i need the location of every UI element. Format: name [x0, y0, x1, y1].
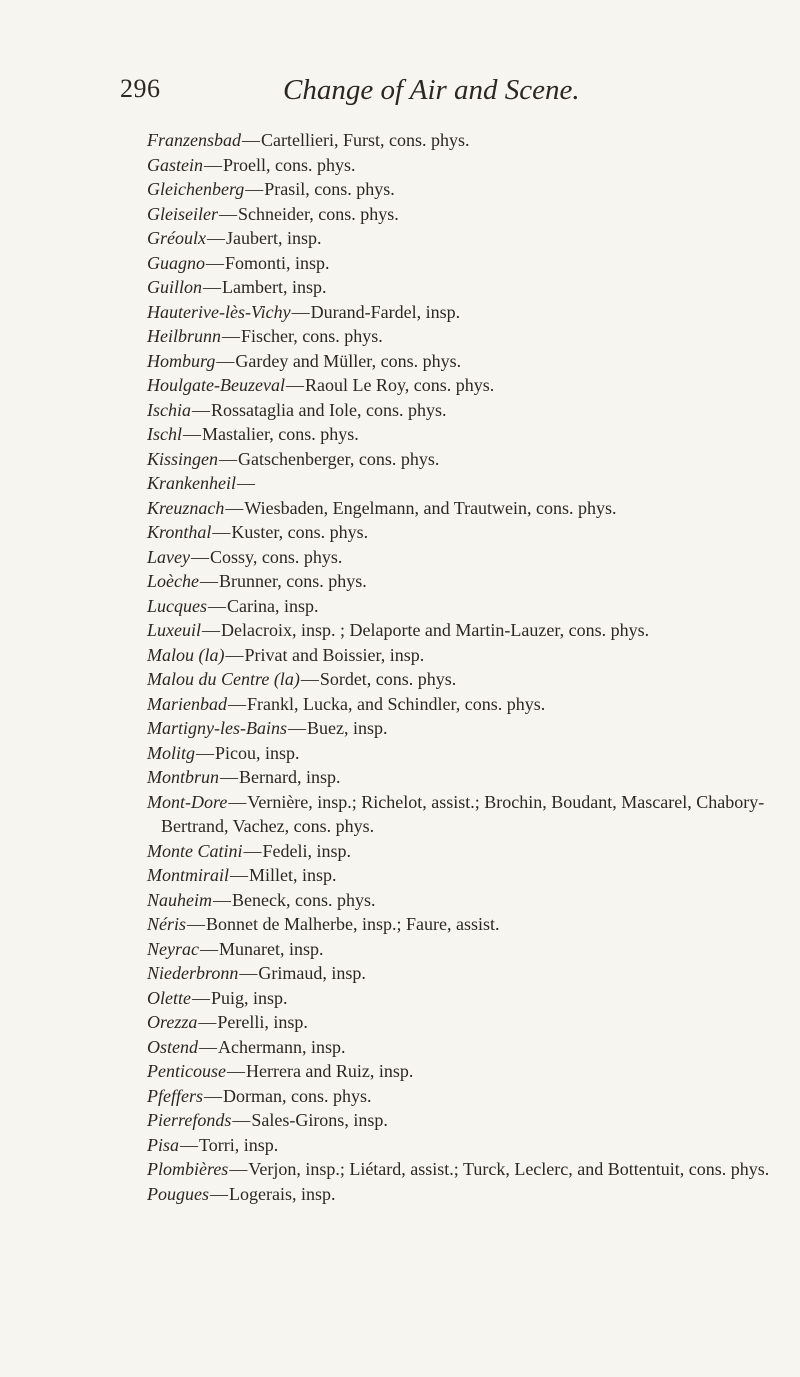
list-item — [147, 202, 792, 227]
resort-name: Nauheim — [147, 889, 212, 910]
physician-details: Mastalier, cons. phys. — [202, 424, 359, 444]
list-item — [147, 643, 792, 668]
resort-name: Kissingen — [147, 448, 219, 469]
em-dash-separator: — — [192, 399, 210, 420]
list-item — [147, 741, 792, 766]
physician-details: Cossy, cons. phys. — [209, 546, 343, 567]
list-item — [147, 520, 792, 545]
resort-name: Franzensbad — [147, 130, 241, 150]
physician-details: Lambert, insp. — [222, 277, 327, 297]
physician-details: Gardey and Müller, cons. phys. — [235, 350, 462, 371]
resort-name: Homburg — [147, 350, 216, 371]
resort-physician-list — [147, 128, 792, 1206]
resort-name: Montmirail — [147, 865, 230, 885]
physician-details: Privat and Boissier, insp. — [244, 644, 425, 665]
em-dash-separator: — — [204, 154, 222, 175]
em-dash-separator: — — [291, 301, 310, 322]
resort-name: Gréoulx — [147, 228, 206, 248]
physician-details: Schneider, cons. phys. — [237, 203, 399, 224]
resort-name: Molitg — [147, 742, 195, 763]
em-dash-separator: — — [213, 889, 231, 910]
em-dash-separator: — — [232, 1110, 251, 1130]
resort-name: Gleiseiler — [147, 203, 218, 224]
resort-name: Krankenheil — [147, 473, 236, 493]
physician-details: Torri, insp. — [199, 1134, 279, 1155]
em-dash-separator: — — [183, 424, 201, 444]
resort-name: Kronthal — [147, 522, 212, 542]
resort-name: Montbrun — [147, 767, 219, 787]
resort-name: Pisa — [147, 1134, 180, 1155]
em-dash-separator: — — [199, 1036, 217, 1057]
resort-name: Ischl — [147, 424, 182, 444]
physician-details: Durand-Fardel, insp. — [310, 301, 461, 322]
em-dash-separator: — — [226, 1061, 245, 1081]
resort-name: Gastein — [147, 154, 203, 175]
resort-name: Kreuznach — [147, 497, 225, 518]
physician-details: Fedeli, insp. — [262, 840, 351, 861]
em-dash-separator: — — [190, 546, 209, 567]
physician-details: Proell, cons. phys. — [223, 154, 356, 175]
resort-name: Malou du Centre (la) — [147, 669, 300, 689]
resort-name: Plombières — [147, 1159, 229, 1179]
list-item — [147, 1108, 792, 1133]
list-item — [147, 765, 792, 790]
resort-name: Lucques — [147, 595, 207, 616]
em-dash-separator: — — [202, 620, 220, 640]
em-dash-separator: — — [222, 326, 240, 346]
resort-name: Monte Catini — [147, 840, 243, 861]
physician-details: Wiesbaden, Engelmann, and Trautwein, cons. phys. — [244, 497, 617, 518]
em-dash-separator: — — [225, 497, 244, 518]
list-item — [147, 961, 792, 986]
resort-name: Heilbrunn — [147, 326, 221, 346]
resort-name: Gleichenberg — [147, 179, 245, 199]
physician-details: Dorman, cons. phys. — [223, 1085, 372, 1106]
list-item — [147, 1133, 792, 1158]
physician-details: Grimaud, insp. — [258, 963, 366, 983]
physician-details: Sordet, cons. phys. — [319, 669, 457, 689]
physician-details: Bernard, insp. — [239, 767, 341, 787]
running-title: Change of Air and Scene. — [283, 74, 580, 106]
list-item — [147, 1084, 792, 1109]
physician-details: Frankl, Lucka, and Schindler, cons. phys. — [247, 693, 546, 714]
resort-name: Pierrefonds — [147, 1110, 232, 1130]
em-dash-separator: — — [218, 203, 237, 224]
em-dash-separator: — — [198, 1012, 217, 1032]
resort-name: Houlgate-Beuzeval — [147, 375, 285, 395]
physician-details: Rossataglia and Iole, cons. phys. — [211, 399, 447, 420]
list-item — [147, 226, 792, 251]
resort-name: Luxeuil — [147, 620, 201, 640]
list-item — [147, 1157, 792, 1182]
physician-details: Munaret, insp. — [218, 938, 324, 959]
em-dash-separator: — — [243, 840, 262, 861]
list-item — [147, 300, 792, 325]
resort-name: Ostend — [147, 1036, 198, 1057]
list-item — [147, 912, 792, 937]
physician-details: Achermann, insp. — [218, 1036, 346, 1057]
list-item — [147, 373, 792, 398]
physician-details: Delacroix, insp. ; Delaporte and Martin-Lauzer, cons. phys. — [221, 620, 650, 640]
em-dash-separator: — — [230, 865, 249, 885]
em-dash-separator: — — [216, 350, 235, 371]
em-dash-separator: — — [210, 1183, 228, 1204]
em-dash-separator: — — [191, 987, 210, 1008]
em-dash-separator: — — [239, 963, 258, 983]
list-item — [147, 1059, 792, 1084]
em-dash-separator: — — [225, 644, 244, 665]
physician-details: Picou, insp. — [215, 742, 300, 763]
resort-name: Martigny-les-Bains — [147, 718, 287, 738]
physician-details: Jaubert, insp. — [225, 228, 322, 248]
list-item — [147, 1182, 792, 1207]
list-item — [147, 471, 792, 496]
resort-name: Guillon — [147, 277, 203, 297]
physician-details: Sales-Girons, insp. — [251, 1110, 388, 1130]
physician-details: Carina, insp. — [227, 595, 319, 616]
list-item — [147, 251, 792, 276]
physician-details: Gatschenberger, cons. phys. — [238, 448, 440, 469]
em-dash-separator: — — [242, 130, 260, 150]
list-item — [147, 594, 792, 619]
em-dash-separator: — — [196, 742, 214, 763]
list-item — [147, 398, 792, 423]
em-dash-separator: — — [229, 1159, 248, 1179]
em-dash-separator: — — [199, 571, 218, 591]
list-item — [147, 496, 792, 521]
physician-details: Kuster, cons. phys. — [231, 522, 369, 542]
list-item — [147, 937, 792, 962]
em-dash-separator: — — [203, 277, 222, 297]
em-dash-separator: — — [206, 252, 224, 273]
physician-details: Raoul Le Roy, cons. phys. — [304, 375, 495, 395]
resort-name: Niederbronn — [147, 963, 239, 983]
em-dash-separator: — — [236, 473, 255, 493]
physician-details: Perelli, insp. — [217, 1012, 308, 1032]
list-item — [147, 545, 792, 570]
resort-name: Pougues — [147, 1183, 209, 1204]
list-item — [147, 716, 792, 741]
resort-name: Marienbad — [147, 693, 227, 714]
list-item — [147, 888, 792, 913]
em-dash-separator: — — [220, 767, 238, 787]
physician-details: Fischer, cons. phys. — [241, 326, 383, 346]
resort-name: Orezza — [147, 1012, 198, 1032]
em-dash-separator: — — [228, 791, 247, 812]
em-dash-separator: — — [199, 938, 218, 959]
physician-details: Brunner, cons. phys. — [218, 571, 367, 591]
resort-name: Loèche — [147, 571, 199, 591]
physician-details: Buez, insp. — [306, 718, 388, 738]
page-header — [0, 74, 800, 114]
resort-name: Neyrac — [147, 938, 199, 959]
page-number: 296 — [120, 74, 161, 103]
em-dash-separator: — — [204, 1085, 222, 1106]
list-item — [147, 667, 792, 692]
physician-details: Millet, insp. — [249, 865, 337, 885]
resort-name: Guagno — [147, 252, 205, 273]
physician-details: Cartellieri, Furst, cons. phys. — [261, 130, 470, 150]
resort-name: Pfeffers — [147, 1085, 203, 1106]
resort-name: Penticouse — [147, 1061, 226, 1081]
list-item — [147, 349, 792, 374]
resort-name: Olette — [147, 987, 191, 1008]
em-dash-separator: — — [180, 1134, 199, 1155]
resort-name: Malou (la) — [147, 644, 225, 665]
list-item — [147, 1010, 792, 1035]
resort-name: Lavey — [147, 546, 190, 567]
resort-name: Ischia — [147, 399, 191, 420]
em-dash-separator: — — [228, 693, 246, 714]
list-item — [147, 422, 792, 447]
em-dash-separator: — — [219, 448, 238, 469]
em-dash-separator: — — [285, 375, 304, 395]
list-item — [147, 569, 792, 594]
em-dash-separator: — — [187, 914, 206, 934]
em-dash-separator: — — [212, 522, 231, 542]
list-item — [147, 692, 792, 717]
list-item — [147, 128, 792, 153]
resort-name: Hauterive-lès-Vichy — [147, 301, 291, 322]
list-item — [147, 324, 792, 349]
physician-details: Bonnet de Malherbe, insp.; Faure, assist. — [206, 914, 500, 934]
list-item — [147, 275, 792, 300]
list-item — [147, 618, 792, 643]
physician-details: Herrera and Ruiz, insp. — [245, 1061, 414, 1081]
list-item — [147, 447, 792, 472]
resort-name: Mont-Dore — [147, 791, 228, 812]
resort-name: Néris — [147, 914, 187, 934]
em-dash-separator: — — [206, 228, 225, 248]
list-item — [147, 863, 792, 888]
list-item — [147, 986, 792, 1011]
em-dash-separator: — — [208, 595, 226, 616]
physician-details: Verjon, insp.; Liétard, assist.; Turck, Leclerc, and Bottentuit, cons. phys. — [248, 1159, 770, 1179]
physician-details: Vernière, insp.; Richelot, assist.; Brochin, Boudant, Mascarel, Chabory-Bertrand, Vachez, cons. phys. — [161, 791, 765, 836]
list-item — [147, 790, 792, 839]
list-item — [147, 839, 792, 864]
physician-details: Logerais, insp. — [229, 1183, 336, 1204]
physician-details: Beneck, cons. phys. — [232, 889, 376, 910]
em-dash-separator: — — [300, 669, 319, 689]
physician-details: Fomonti, insp. — [225, 252, 330, 273]
list-item — [147, 153, 792, 178]
physician-details: Puig, insp. — [210, 987, 288, 1008]
physician-details: Prasil, cons. phys. — [264, 179, 395, 199]
list-item — [147, 177, 792, 202]
em-dash-separator: — — [287, 718, 306, 738]
list-item — [147, 1035, 792, 1060]
em-dash-separator: — — [245, 179, 264, 199]
